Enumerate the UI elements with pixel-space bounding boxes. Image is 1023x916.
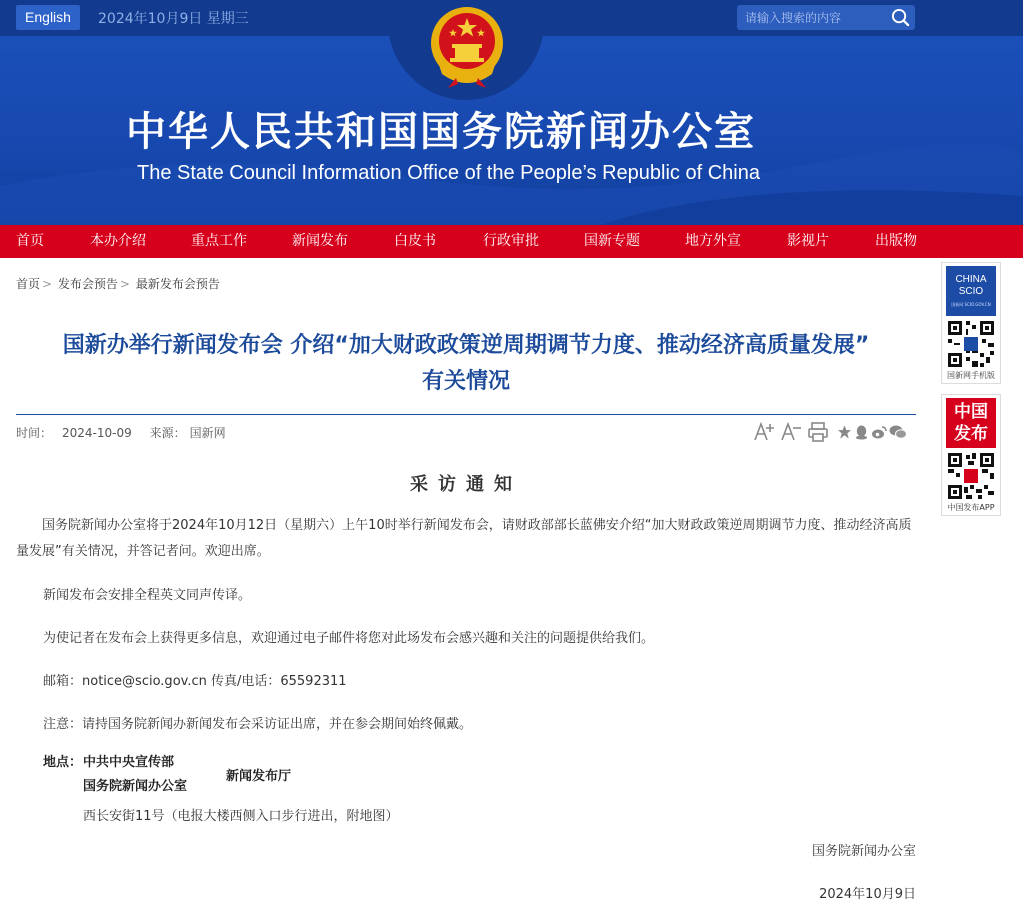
article-meta bbox=[16, 424, 226, 441]
breadcrumb-separator: > bbox=[119, 277, 130, 291]
site-title-en: The State Council Information Office of the People’s Republic of China bbox=[137, 162, 760, 184]
china-release-logo bbox=[946, 398, 996, 448]
china-release-widget[interactable] bbox=[941, 394, 1001, 516]
source-label: 来源： bbox=[149, 426, 186, 440]
share-qq-icon[interactable] bbox=[854, 420, 869, 444]
breadcrumb-separator: > bbox=[42, 277, 53, 291]
logo-text-china: CHINA bbox=[955, 274, 987, 285]
article-title-line2: 有关情况 bbox=[421, 369, 510, 394]
logo-text-zhongguo: 中国 bbox=[954, 402, 988, 422]
nav-key-work[interactable]: 重点工作 bbox=[191, 233, 247, 249]
location-label: 地点： bbox=[43, 755, 83, 770]
article-title-line1: 国新办举行新闻发布会 介绍“加大财政政策逆周期调节力度、推动经济高质量发展” bbox=[62, 333, 870, 358]
caption-china-release: 中国发布APP bbox=[947, 503, 995, 512]
nav-publications[interactable]: 出版物 bbox=[875, 233, 917, 249]
location-org-1: 中共中央宣传部 bbox=[83, 755, 175, 770]
location-hall: 新闻发布厅 bbox=[226, 769, 292, 784]
logo-text-site: 国新网 SCIO.GOV.CN bbox=[951, 302, 991, 307]
nav-press-release[interactable]: 新闻发布 bbox=[292, 233, 348, 249]
qr-code-scio bbox=[946, 319, 996, 369]
breadcrumb-latest-preview[interactable]: 最新发布会预告 bbox=[135, 277, 220, 291]
breadcrumb bbox=[16, 275, 220, 292]
share-weibo-icon[interactable] bbox=[871, 420, 887, 444]
nav-white-papers[interactable]: 白皮书 bbox=[394, 233, 436, 249]
scio-mobile-widget[interactable] bbox=[941, 262, 1001, 384]
paragraph-contact: 邮箱：notice@scio.gov.cn 传真/电话：65592311 bbox=[43, 674, 347, 689]
share-favorite-icon[interactable] bbox=[837, 420, 852, 444]
nav-about[interactable]: 本办介绍 bbox=[90, 233, 146, 249]
article-title bbox=[16, 328, 916, 400]
nav-home[interactable]: 首页 bbox=[16, 233, 44, 249]
source-name: 国新网 bbox=[189, 426, 226, 440]
nav-films[interactable]: 影视片 bbox=[787, 233, 829, 249]
time-label: 时间： bbox=[16, 426, 53, 440]
search-input[interactable] bbox=[737, 5, 885, 30]
header-banner bbox=[0, 0, 1023, 225]
nav-special-topics[interactable]: 国新专题 bbox=[584, 233, 640, 249]
article-tools bbox=[752, 420, 917, 444]
signature-org: 国务院新闻办公室 bbox=[811, 844, 916, 859]
logo-text-fabu: 发布 bbox=[954, 424, 988, 444]
section-heading: 采访通知 bbox=[410, 474, 522, 495]
site-title-cn: 中华人民共和国国务院新闻办公室 bbox=[126, 109, 756, 155]
qr-code-release bbox=[946, 451, 996, 501]
title-divider bbox=[16, 414, 916, 415]
nav-local-publicity[interactable]: 地方外宣 bbox=[685, 233, 741, 249]
national-emblem-icon bbox=[428, 4, 506, 90]
font-increase-icon[interactable] bbox=[752, 420, 776, 444]
english-button[interactable]: English bbox=[16, 5, 80, 30]
main-nav bbox=[0, 225, 1023, 258]
china-scio-logo bbox=[946, 266, 996, 316]
share-wechat-icon[interactable] bbox=[889, 420, 907, 444]
location-address: 西长安街11号（电报大楼西侧入口步行进出，附地图） bbox=[83, 809, 399, 824]
breadcrumb-press-preview[interactable]: 发布会预告 bbox=[57, 277, 118, 291]
paragraph-intro: 国务院新闻办公室将于2024年10月12日（星期六）上午10时举行新闻发布会，请财政部部长蓝佛安介绍“加大财政政策逆周期调节力度、推动经济高质量发展”有关情况，并答记者问。欢迎出席。 bbox=[16, 518, 912, 559]
paragraph-notice: 注意：请持国务院新闻办新闻发布会采访证出席，并在参会期间始终佩戴。 bbox=[43, 717, 473, 732]
print-icon[interactable] bbox=[807, 420, 829, 444]
paragraph-questions: 为使记者在发布会上获得更多信息，欢迎通过电子邮件将您对此场发布会感兴趣和关注的问题提供给我们。 bbox=[43, 631, 655, 646]
publish-date: 2024-10-09 bbox=[62, 426, 132, 440]
caption-scio-mobile: 国新网手机版 bbox=[947, 371, 995, 380]
location-org-2: 国务院新闻办公室 bbox=[83, 779, 188, 794]
breadcrumb-home[interactable]: 首页 bbox=[16, 277, 41, 291]
signature-date: 2024年10月9日 bbox=[819, 887, 916, 902]
nav-admin-approval[interactable]: 行政审批 bbox=[483, 233, 539, 249]
search-icon[interactable] bbox=[891, 8, 910, 27]
current-date: 2024年10月9日 星期三 bbox=[98, 11, 249, 27]
paragraph-translation: 新闻发布会安排全程英文同声传译。 bbox=[43, 588, 252, 603]
search-box bbox=[737, 5, 915, 30]
font-decrease-icon[interactable] bbox=[779, 420, 803, 444]
logo-text-scio: SCIO bbox=[958, 286, 984, 297]
